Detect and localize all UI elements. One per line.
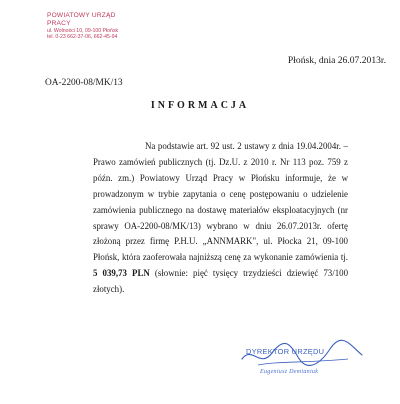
signature-stamp-title: DYREKTOR URZĘDU [246, 347, 325, 356]
body-paragraph [93, 139, 348, 298]
body-text-part2: (słownie: pięć tysięcy trzydzieści dziewięć 73/100 złotych). [93, 268, 349, 295]
signatory-name: Eugeniusz Demianiuk [260, 369, 319, 375]
document-title: INFORMACJA [150, 100, 250, 111]
winning-amount: 5 039,73 PLN [93, 268, 150, 279]
office-stamp [44, 10, 142, 42]
signature-block [238, 339, 368, 381]
document-date: Płońsk, dnia 26.07.2013r. [287, 55, 386, 66]
stamp-line-1: POWIATOWY URZĄD PRACY [47, 12, 116, 27]
body-text-part1: Na podstawie art. 92 ust. 2 ustawy z dnia 19.04.2004r. – Prawo zamówień publicznych (tj. Dz.U. z 2010 r. Nr 113 poz. 759 z późn. zm.) Powiatowy Urząd Pracy w Płońsku informuje, że w prowadzonym w trybie zapytania o cenę postępowaniu o udzielenie zamówienia publicznego na dostawę materiałów eksploatacyjnych (nr sprawy OA-2200-08/MK/13) wybrano w dniu 26.07.2013r. ofertę złożoną przez firmę P.H.U. „ANNMARK", ul. Płocka 21, 09-100 Płońsk, która zaoferowała najniższą cenę za wykonanie zamówienia tj. [93, 141, 348, 263]
case-reference: OA-2200-08/MK/13 [45, 78, 123, 88]
stamp-line-2: ul. Wolności 10, 09-100 Płońsk [47, 27, 119, 34]
stamp-line-3: tel. 0-23 662-37-06, 662-45-94 [47, 34, 118, 41]
